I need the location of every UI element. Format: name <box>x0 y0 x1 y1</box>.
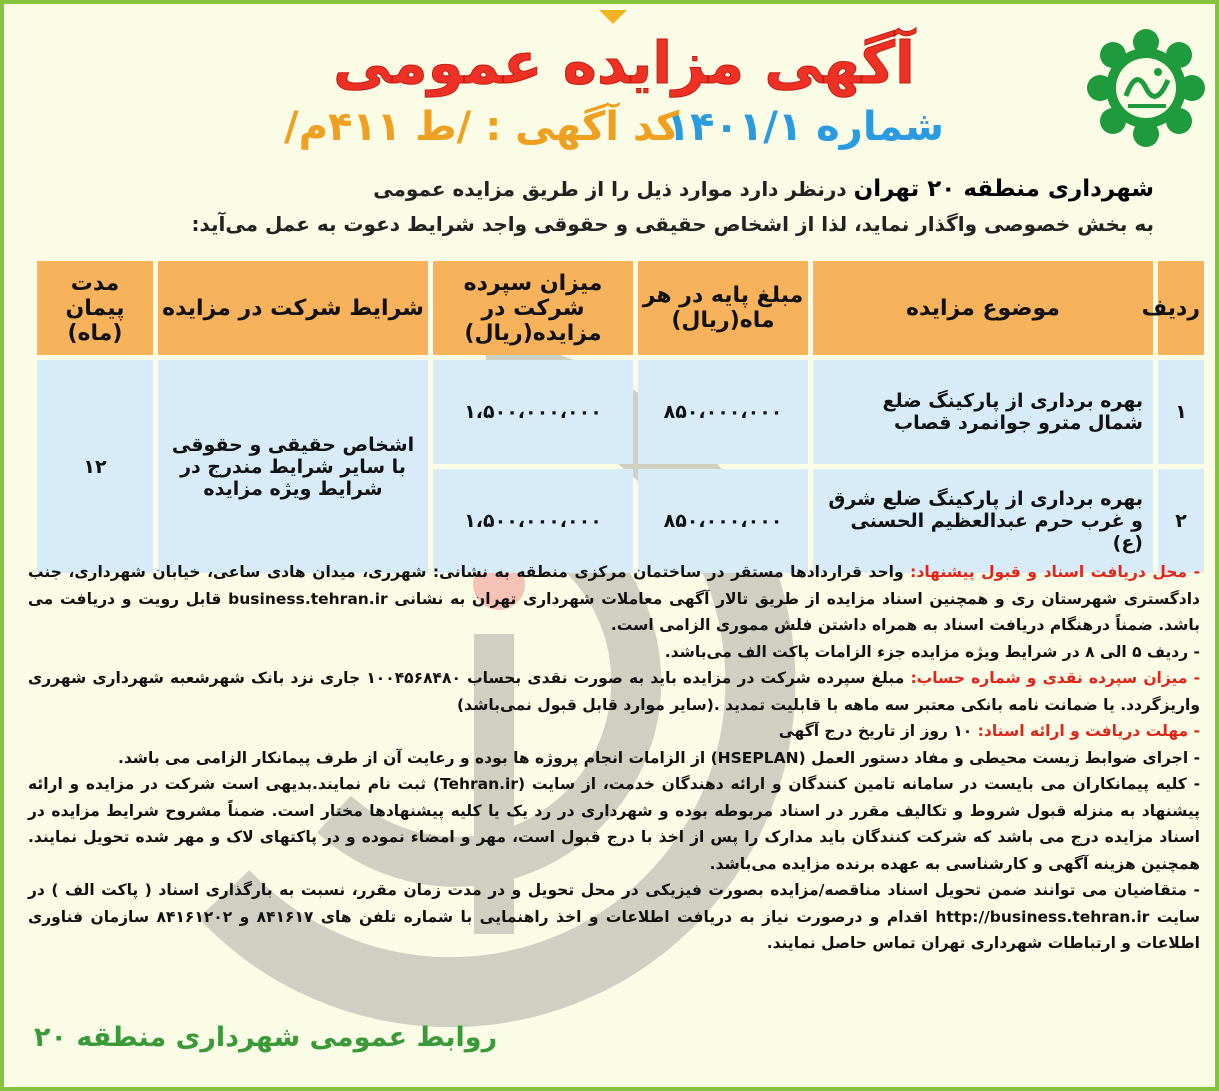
header-duration: مدت پیمان (ماه) <box>37 261 153 355</box>
intro-line-2: به بخش خصوصی واگذار نماید، لذا از اشخاص حقیقی و حقوقی واجد شرایط دعوت به عمل می‌آید: <box>191 212 1154 236</box>
table-header-row <box>37 261 1204 355</box>
notice-terms <box>28 559 1200 957</box>
notice-code: کد آگهی : /ط ۴۱۱م/ <box>284 104 680 150</box>
intro-line-1-text: درنظر دارد موارد ذیل را از طریق مزایده عمومی <box>373 177 847 201</box>
terms-deposit-text: مبلغ سپرده شرکت در مزایده باید به صورت نقدی بحساب ۱۰۰۴۵۶۸۴۸۰ جاری نزد بانک شهرشعبه شهرداری شهرری واریزگردد. یا ضمانت نامه بانکی معتبر سه ماهه با قابلیت تمدید .(سایر موارد قابل قبول نمی‌باشد) <box>28 669 1200 714</box>
row-deposit: ۱،۵۰۰،۰۰۰،۰۰۰ <box>433 360 633 464</box>
table-row <box>37 360 1204 464</box>
intro-municipality-name: شهرداری منطقه ۲۰ تهران <box>853 176 1154 202</box>
row-base-price: ۸۵۰،۰۰۰،۰۰۰ <box>638 469 808 573</box>
intro-line-1 <box>154 176 1154 202</box>
terms-deposit-label: - میزان سپرده نقدی و شماره حساب: <box>910 669 1200 687</box>
terms-deadline-label: - مهلت دریافت و ارائه اسناد: <box>977 722 1200 740</box>
footer-public-relations: روابط عمومی شهرداری منطقه ۲۰ <box>34 1022 498 1053</box>
terms-deadline <box>28 718 1200 745</box>
auction-table <box>32 256 1209 578</box>
shared-duration: ۱۲ <box>37 360 153 573</box>
header-deposit: میزان سپرده شرکت در مزایده(ریال) <box>433 261 633 355</box>
terms-deposit <box>28 665 1200 718</box>
tehran-municipality-logo-icon <box>1086 28 1206 148</box>
notice-title: آگهی مزایده عمومی <box>333 29 915 97</box>
notice-number: شماره ۱۴۰۱/۱ <box>665 104 944 150</box>
row-subject: بهره برداری از پارکینگ ضلع شمال مترو جوانمرد قصاب <box>813 360 1153 464</box>
terms-envelope-requirement: - ردیف ۵ الی ۸ در شرایط ویژه مزایده جزء الزامات پاکت الف می‌باشد. <box>664 642 1200 661</box>
terms-document-location-text: واحد قراردادها مستقر در ساختمان مرکزی منطقه به نشانی: شهرری، میدان هادی ساعی، خیابان شهرداری، جنب دادگستری شهرستان ری و همچنین اسناد مزایده از طریق تالار آگهی معاملات شهرداری تهران به نشانی business.tehran.ir قابل رویت و دریافت می باشد. ضمناً درهنگام دریافت اسناد به همراه داشتن فلش مموری الزامی است. <box>28 563 1200 634</box>
notice-reference-line <box>284 104 944 164</box>
terms-document-location-label: - محل دریافت اسناد و قبول پیشنهاد: <box>910 563 1201 581</box>
row-number: ۱ <box>1158 360 1204 464</box>
terms-upload: - متقاضیان می توانند ضمن تحویل اسناد مناقصه/مزایده بصورت فیزیکی در محل تحویل و در مدت زمان مقرر، نسبت به بارگذاری اسناد ( پاکت الف ) در سایت http://business.tehran.ir اقدام و درصورت نیاز به دریافت اطلاعات و اخذ راهنمایی با شماره تلفن های ۸۴۱۶۱۷ و ۸۴۱۶۱۲۰۲ سازمان فناوری اطلاعات و ارتباطات شهرداری تهران تماس حاصل نمایند. <box>28 881 1200 952</box>
row-number: ۲ <box>1158 469 1204 573</box>
terms-deadline-text: ۱۰ روز از تاریخ درج آگهی <box>778 722 973 740</box>
row-subject: بهره برداری از پارکینگ ضلع شرق و غرب حرم عبدالعظیم الحسنی (ع) <box>813 469 1153 573</box>
header-base-price: مبلغ پایه در هر ماه(ریال) <box>638 261 808 355</box>
top-triangle-marker <box>599 10 627 24</box>
terms-registration: - کلیه پیمانکاران می بایست در سامانه تامین کنندگان و ارائه دهندگان خدمت، از سایت (Tehran.ir) ثبت نام نمایند.بدیهی است شرکت در مزایده و ارائه پیشنهاد به منزله قبول شروط و تکالیف مقرر در اسناد مربوطه بوده و شهرداری در رد یک یا کلیه پیشنهادها مختار است. ضمناً مشروح شرایط مزایده در اسناد مزایده درج می باشد که شرکت کنندگان باید مدارک را پس از اخذ با درج قبول است، مهر و امضاء نموده و در پاکتهای لاک و مهر شده تحویل نمایند. همچنین هزینه آگهی و کارشناسی به عهده برنده مزایده می‌باشد. <box>28 775 1200 873</box>
row-base-price: ۸۵۰،۰۰۰،۰۰۰ <box>638 360 808 464</box>
header-subject: موضوع مزایده <box>813 261 1153 355</box>
terms-hse: - اجرای ضوابط زیست محیطی و مفاد دستور العمل (HSEPLAN) از الزامات انجام پروژه ها بوده و رعایت آن از طرف پیمانکار الزامی می باشد. <box>117 748 1200 767</box>
shared-conditions: اشخاص حقیقی و حقوقی با سایر شرایط مندرج در شرایط ویژه مزایده <box>158 360 428 573</box>
header-conditions: شرایط شرکت در مزایده <box>158 261 428 355</box>
row-deposit: ۱،۵۰۰،۰۰۰،۰۰۰ <box>433 469 633 573</box>
terms-document-location <box>28 559 1200 639</box>
header-row-number: ردیف <box>1158 261 1204 355</box>
